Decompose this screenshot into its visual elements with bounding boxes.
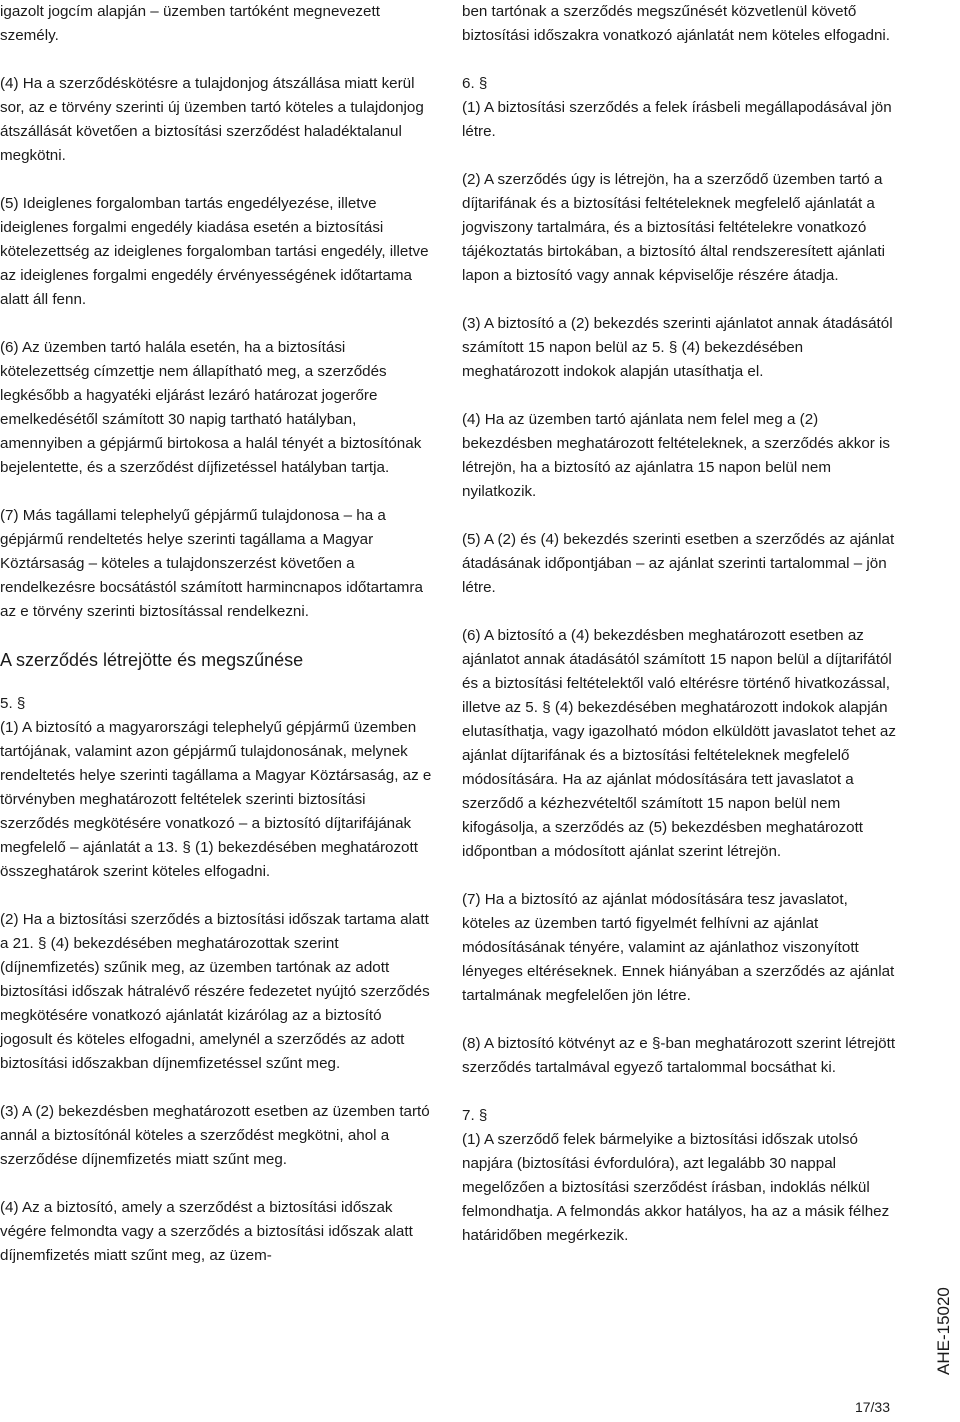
right-paragraph-continued: ben tartónak a szerződés megszűnését közvetlenül követő biztosítási időszakra vonatkozó ajánlatát nem köteles elfogadni. — [462, 3, 891, 44]
document-code-text: AHE-15020 — [934, 1287, 953, 1375]
section-7-block — [462, 1104, 898, 1248]
section-7-paragraph-1: (1) A szerződő felek bármelyike a biztosítási időszak utolsó napjára (biztosítási évfordulóra), azt legalább 30 nappal megelőzően a biztosítási szerződést írásban, indoklás nélkül felmondhatja. A felmondás akkor hatályos, ha az a másik félhez határidőben megérkezik. — [462, 1131, 890, 1244]
section-6-number: 6. § — [462, 75, 488, 92]
section-7-number: 7. § — [462, 1107, 488, 1124]
section-6-paragraph-5: (5) A (2) és (4) bekezdés szerinti esetben a szerződés az ajánlat átadásának időpontjában – az ajánlat szerinti tartalommal – jön létre. — [462, 531, 895, 596]
section-5-paragraph-1: (1) A biztosító a magyarországi telephelyű gépjármű üzemben tartójának, valamint azon gépjármű tulajdonosának, melynek rendeltetés helye szerinti tagállama a Magyar Köztársaság, az e törvényben meghatározott feltételek szerinti biztosítási szerződés megkötésére vonatkozó – a biztosító díjtarifájának megfelelő – ajánlatát a 13. § (1) bekezdésében meghatározott összeghatárok szerint köteles elfogadni. — [0, 719, 432, 880]
section-6-paragraph-3: (3) A biztosító a (2) bekezdés szerinti ajánlatot annak átadásától számított 15 napon belül az 5. § (4) bekezdésében meghatározott indokok alapján utasíthatja el. — [462, 315, 893, 380]
section-6-paragraph-7: (7) Ha a biztosító az ajánlat módosítására tesz javaslatot, köteles az üzemben tartó figyelmét felhívni az ajánlat módosításának tényére, valamint az ajánlathoz viszonyított lényeges eltéréseknek. Ennek hiányában a szerződés az ajánlat tartalmának megfelelően jön létre. — [462, 891, 895, 1004]
left-paragraph-continued: igazolt jogcím alapján – üzemben tartóként megnevezett személy. — [0, 3, 380, 44]
section-6-paragraph-6: (6) A biztosító a (4) bekezdésben meghatározott esetben az ajánlatot annak átadásától számított 15 napon belül a díjtarifától és a biztosítási feltételektől való eltérésre történő hivatkozással, illetve az 5. § (4) bekezdésében meghatározott indokok alapján elutasíthatja, vagy igazolható módon elküldött javaslatot tehet az ajánlat díjtarifának és a biztosítási feltételeknek megfelelő módosítására. Ha az ajánlat módosítására tett javaslatot a szerződő a kézhezvételtől számított 15 napon belül nem kifogásolja, a szerződés az (5) bekezdésben meghatározott időpontban a módosított ajánlat szerint létrejön. — [462, 627, 896, 860]
left-column — [0, 0, 432, 1292]
document-code — [930, 1287, 958, 1375]
page-number: 17/33 — [854, 1399, 890, 1415]
section-heading: A szerződés létrejötte és megszűnése — [0, 650, 304, 670]
paragraph-5: (5) Ideiglenes forgalomban tartás engedélyezése, illetve ideiglenes forgalmi engedély kiadása esetén a biztosítási kötelezettség az ideiglenes forgalomban tartási engedély, illetve az ideiglenes forgalmi engedély érvényességének időtartama alatt áll fenn. — [0, 195, 429, 308]
section-5-paragraph-2: (2) Ha a biztosítási szerződés a biztosítási időszak tartama alatt a 21. § (4) bekezdésében meghatározottak szerint (díjnemfizetés) szűnik meg, az üzemben tartónak az adott biztosítási időszak hátralévő részére fedezetet nyújtó szerződés megkötésére vonatkozó ajánlatát kizárólag az a biztosító jogosult és köteles elfogadni, amelynél a szerződés az adott biztosítási időszakban díjnemfizetéssel szűnt meg. — [0, 911, 430, 1072]
section-6-block — [462, 72, 898, 144]
right-column — [462, 0, 898, 1272]
section-5-paragraph-3: (3) A (2) bekezdésben meghatározott esetben az üzemben tartó annál a biztosítónál köteles a szerződést megkötni, ahol a szerződése díjnemfizetés miatt szűnt meg. — [0, 1103, 430, 1168]
section-6-paragraph-1: (1) A biztosítási szerződés a felek írásbeli megállapodásával jön létre. — [462, 99, 892, 140]
section-6-paragraph-8: (8) A biztosító kötvényt az e §-ban meghatározott szerint létrejött szerződés tartalmával egyező tartalommal bocsáthat ki. — [462, 1035, 896, 1076]
paragraph-6: (6) Az üzemben tartó halála esetén, ha a biztosítási kötelezettség címzettje nem állapítható meg, a szerződés legkésőbb a hagyatéki eljárást lezáró határozat jogerőre emelkedésétől számított 30 napig tartható hatályban, amennyiben a gépjármű birtokosa a halál tényét a biztosítónak bejelentette, és a szerződést díjfizetéssel hatályban tartja. — [0, 339, 422, 476]
section-6-paragraph-2: (2) A szerződés úgy is létrejön, ha a szerződő üzemben tartó a díjtarifának és a biztosítási feltételeknek megfelelő ajánlatát a jogviszony tartalmára, és a biztosítási feltételekre vonatkozó tájékoztatás birtokában, a biztosító által rendszeresített ajánlati lapon a biztosító vagy annak képviselője részére átadja. — [462, 171, 885, 284]
paragraph-7: (7) Más tagállami telephelyű gépjármű tulajdonosa – ha a gépjármű rendeltetés helye szerinti tagállama a Magyar Köztársaság – köteles a tulajdonszerzést követően a rendelkezésre bocsátástól számított harmincnapos időtartamra az e törvény szerinti biztosítással rendelkezni. — [0, 507, 423, 620]
section-6-paragraph-4: (4) Ha az üzemben tartó ajánlata nem felel meg a (2) bekezdésben meghatározott feltételeknek, a szerződés akkor is létrejön, ha a biztosító az ajánlatra 15 napon belül nem nyilatkozik. — [462, 411, 891, 500]
paragraph-4: (4) Ha a szerződéskötésre a tulajdonjog átszállása miatt kerül sor, az e törvény szerinti új üzemben tartó köteles a tulajdonjog átszállását követően a biztosítási szerződést haladéktalanul megkötni. — [0, 75, 424, 164]
section-5-block — [0, 692, 432, 884]
section-5-paragraph-4: (4) Az a biztosító, amely a szerződést a biztosítási időszak végére felmondta vagy a szerződés a biztosítási időszak alatt díjnemfizetés miatt szűnt meg, az üzem- — [0, 1199, 413, 1264]
section-5-number: 5. § — [0, 695, 26, 712]
